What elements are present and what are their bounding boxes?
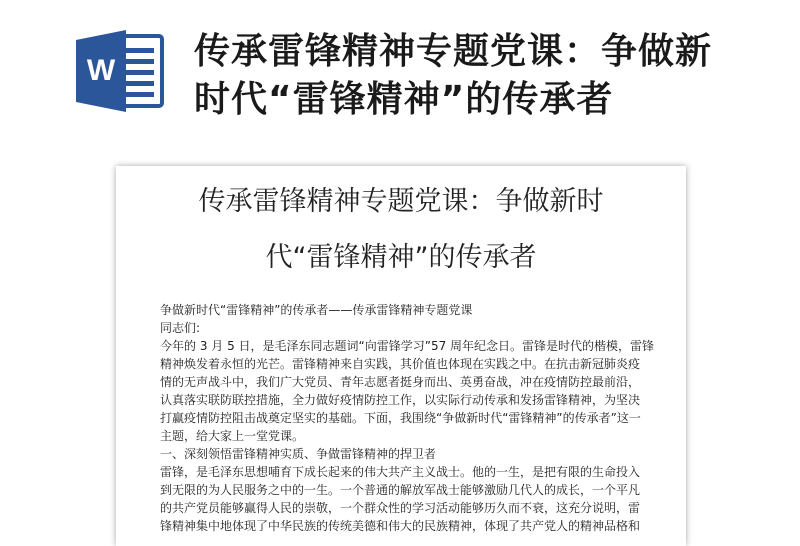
document-preview-page <box>116 166 686 546</box>
document-body <box>160 301 655 535</box>
body-paragraph-line: 的共产党员能够赢得人民的崇敬，一个群众性的学习活动能够历久而不衰，这充分说明，雷 <box>160 501 641 515</box>
body-paragraph-line: 雷锋，是毛泽东思想哺育下成长起来的伟大共产主义战士。他的一生，是把有限的生命投入 <box>160 465 641 479</box>
page-title-line-2: 时代“雷锋精神”的传承者 <box>194 79 614 120</box>
document-title-line-2: 代“雷锋精神”的传承者 <box>265 242 537 273</box>
svg-text:W: W <box>86 54 116 87</box>
body-paragraph-line: 到无限的为人民服务之中的一生。一个普通的解放军战士能够激励几代人的成长，一个平凡 <box>160 483 641 497</box>
body-section-heading: 一、深刻领悟雷锋精神实质、争做雷锋精神的捍卫者 <box>160 447 437 461</box>
document-title-line-1: 传承雷锋精神专题党课：争做新时 <box>198 186 604 217</box>
page-title <box>194 28 754 124</box>
header <box>0 0 800 150</box>
body-paragraph-line: 今年的 3 月 5 日，是毛泽东同志题词“向雷锋学习”57 周年纪念日。雷锋是时代的楷模，雷锋 <box>160 339 655 353</box>
document-title <box>116 174 686 286</box>
body-paragraph-line: 主题，给大家上一堂党课。 <box>160 429 305 443</box>
body-paragraph-line: 情的无声战斗中，我们广大党员、青年志愿者挺身而出、英勇奋战，冲在疫情防控最前沿， <box>160 375 641 389</box>
page-title-line-1: 传承雷锋精神专题党课：争做新 <box>194 31 713 72</box>
word-document-icon <box>74 30 166 112</box>
body-paragraph-line: 精神焕发着永恒的光芒。雷锋精神来自实践，其价值也体现在实践之中。在抗击新冠肺炎疫 <box>160 357 641 371</box>
body-paragraph-line: 认真落实联防联控措施，全力做好疫情防控工作，以实际行动传承和发扬雷锋精神，为坚决 <box>160 393 641 407</box>
body-paragraph-line: 打赢疫情防控阻击战奠定坚实的基础。下面，我围绕“争做新时代“雷锋精神”的传承者”这一 <box>160 411 641 425</box>
body-salutation: 同志们: <box>160 321 201 335</box>
body-subtitle: 争做新时代“雷锋精神”的传承者——传承雷锋精神专题党课 <box>160 303 473 317</box>
body-paragraph-line: 锋精神集中地体现了中华民族的传统美德和伟大的民族精神，体现了共产党人的精神品格和 <box>160 519 641 533</box>
